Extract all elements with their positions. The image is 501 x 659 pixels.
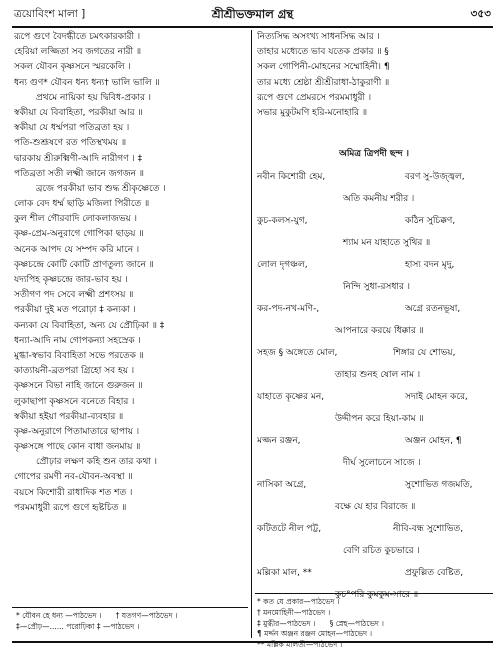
poem-line: নাসিকা অগ্রে, [257, 480, 307, 491]
verse-line: কন্যকা যে বিবাহিতা, অন্য যে প্রৌঢ়িকা ॥ ‡ [14, 320, 165, 331]
poem-line: কর-পদ-নখ-মণি-, [257, 304, 320, 315]
verse-line: অনেক আপদ যে সম্পদ করি মানে । [14, 244, 140, 255]
verse-line: রূপে গুণে বৈদগ্ধীতে চমৎকারকারী । [14, 32, 141, 42]
verse-line: ধন্য গুণ* যৌবন ধন্য ধন্য† ভালি ভালি ॥ [14, 77, 160, 88]
page-number: ৩৫৩ [470, 8, 491, 20]
footnote: † মনমোহিনী—পাঠভেদ । [257, 607, 331, 617]
verse-line: কৃষ্ণসঙ্গে পাছে কোন বাধা জনমায় ॥ [14, 442, 141, 453]
verse-line: হেরিয়া লজ্জিতা সব জগতের নারী ॥ [14, 47, 142, 58]
verse-line: বয়সে কিশোরী রাধাদিক শত শত । [14, 487, 133, 498]
verse-line: দ্বারকায় শ্রীরুক্মিণী-আদি নারীগণ । ‡ [14, 153, 143, 164]
verse-line: পরমমাধুরী রূপে গুণে হৃষ্টচিত ॥ [14, 502, 127, 513]
poem-line: বক্ষে যে হার বিরাজে ॥ [335, 502, 416, 513]
verse-line: নিত্যসিদ্ধ অসংখ্য সাধনসিদ্ধ আর । [257, 32, 380, 42]
verse-line: লুকাছাপা কৃষ্ণসনে বনেতে বিহার । [14, 396, 135, 407]
footnote-rule-right [255, 593, 493, 594]
poem-line: সহজ § অঙ্গেতে মোল, [257, 348, 338, 359]
verse-line: স্বকীয়া যে বিবাহিতা, পরকীয়া আর ॥ [14, 107, 143, 118]
chapter-label: ত্রয়োবিংশ মালা ] [14, 8, 86, 20]
verse-line: পতিব্রতা সতী লক্ষ্মী জানে জগজন ॥ [14, 168, 144, 179]
verse-line: কৃষ্ণ-প্রেম-অনুরাগে গোপিকা ছাড়য় ॥ [14, 229, 144, 240]
poem-line: কুচ-কলস-যুগ, [257, 216, 308, 227]
verse-line: সভার মুকুটমণি হরি-মনোহারি ॥ [257, 107, 368, 118]
poem-line: বরণ সু-উজ্জ্বল, [405, 172, 465, 183]
footnote: ** মল্লিক মালতী—পাঠভেদ । [257, 640, 343, 650]
poem-line: নীবি-বন্ধ সুশোভিত, [393, 524, 464, 535]
poem-line: তাহার শুনহ ষোল নাম । [335, 370, 421, 381]
poem-line: কঠিন সুচিক্কণ, [405, 216, 456, 227]
verse-line: স্বকীয়া যে ধর্ম্মপরা পতিব্রতা হয় । [14, 123, 130, 134]
verse-line: গোপের রমণী নব-যৌবন-অবস্থা ॥ [14, 472, 133, 483]
verse-line: কুল শীল গৌরবাদি লোকলাজভয় । [14, 214, 137, 225]
poem-line: অগ্রে রতনভূষা, [405, 304, 461, 315]
verse-line: পতি-শুশ্রূষণে রত পতিস্থখময় ॥ [14, 138, 127, 149]
verse-line: ধন্যা-আদি নাম গোপকন্যা সহস্রেক । [14, 335, 141, 346]
poem-line: দীর্ঘ সুলোচনে সাজে । [343, 458, 421, 469]
poem-title: অমিত্র ত্রিপদী ছন্দ । [339, 149, 409, 160]
verse-line: কৃষ্ণসনে বিভা নাহি জানে গুরুজন ॥ [14, 381, 143, 392]
verse-line: কৃষ্ণচন্দ্রে কোটি কোটি প্রাণতুল্য জানে ॥ [14, 259, 154, 270]
poem-line: মজ্জন রঞ্জন, [257, 436, 301, 447]
poem-block [257, 166, 491, 606]
poem-line: হাস্য বদন মৃদু, [405, 260, 455, 271]
poem-line: প্রফুল্লিত বেষ্টিত, [405, 568, 464, 579]
header-rule [12, 26, 493, 28]
page-bottom-rule [12, 641, 493, 643]
footnote: † যতগণ—পাঠভেদ । [115, 611, 178, 620]
book-title: শ্রীশ্রীভক্তমাল গ্রন্থ [211, 7, 294, 21]
poem-line: উদ্দীপন করে হিয়া-কাম ॥ [335, 414, 424, 425]
poem-line: নিন্দি সুধা-রসধার । [343, 282, 411, 293]
verse-line: পরকীয়া দুই মত পরোঢ়া ‡ কন্যকা । [14, 305, 136, 316]
poem-line: অতি কমনীয় শরীর । [343, 194, 415, 205]
poem-line: আপনারে করয়ে ধিক্কার ॥ [335, 326, 424, 337]
left-column [14, 30, 246, 516]
poem-line: নবীন কিশোরী হেম, [257, 172, 326, 183]
poem-line: সুশোভিত গজমতি, [405, 480, 473, 491]
right-column [257, 30, 491, 606]
verse-line: প্রৌঢ়ার লক্ষণ কহি শুন তার কথা । [36, 457, 157, 468]
poem-line: লোল দৃগঞ্চল, [257, 260, 308, 271]
verse-line: তাহার মধ্যেতে ভাব যতেক প্রকার ॥ § [257, 47, 389, 58]
verse-line: যদ্যপিহ কৃষ্ণচন্দ্রে জার-ভাব হয় । [14, 275, 128, 285]
verse-line: স্বকীয়া হইয়া পরকীয়া-ব্যবহার ॥ [14, 411, 124, 422]
verse-line: রূপে গুণে প্রেমরসে পরমমাধুরী । [257, 92, 372, 103]
footnote-rule-left [12, 607, 248, 608]
verse-line: মুগ্ধা-স্বভাব বিবাহিতা সভে পরতেক ॥ [14, 350, 144, 361]
page-header [14, 4, 491, 24]
poem-line: কটিতটে নীল পট্ট, [257, 524, 322, 535]
verse-line: কৃষ্ণ-অনুরাগে পিতামাতারে ছাপায় । [14, 426, 140, 437]
poem-line: বেণি রচিত কুচভারে । [343, 546, 420, 557]
footnote: ‡ মুগ্ধীর—পাঠভেদ । [257, 618, 316, 628]
verse-line: সকল যৌবন কৃষ্ণসনে স্মরকেলি । [14, 62, 131, 73]
verse-line: তার মধ্যে শ্রেষ্ঠা শ্রীশ্রীরাধা-ঠাকুরাণী ॥ [257, 77, 390, 88]
footnote: * যৌবন হে ধন্য —পাঠভেদ । [16, 611, 102, 620]
verse-line: কাত্যায়নী-ব্রতপরা গ্রিহো সব হয় । [14, 366, 135, 377]
poem-line: অঞ্জন মোহন, ¶ [405, 436, 462, 447]
poem-line: শিঙ্গার যে শোভয়, [393, 348, 456, 359]
column-divider [251, 30, 252, 638]
poem-line: শ্যাম মন যাহাতে সুথির ॥ [343, 238, 431, 249]
verse-line: প্রথমে নায়িকা হয় দ্বিবিধ-প্রকার । [36, 92, 151, 103]
verse-line: সতীগণ পদ সেবে লক্ষ্মী প্রশংসয় ॥ [14, 290, 134, 301]
footnote: ¶ মর্দ্দন অঞ্জন রঞ্জন মোহন—পাঠভেদ । [257, 629, 373, 639]
poem-line: সদাই মোহন করে, [405, 392, 468, 403]
poem-line: যাহাতে কৃষ্ণের মন, [257, 392, 325, 403]
verse-line: ব্রজে পরকীয়া ভাব শুদ্ধ শ্রীকৃষ্ণেতে । [36, 183, 166, 194]
poem-line: মল্লিকা মাল, ** [257, 568, 312, 579]
verse-line: সকল গোপিনী-মোহনের সম্মোহিনী। ¶ [257, 62, 390, 73]
footnote: * কত যে প্রকার—পাঠভেদ । [257, 597, 340, 606]
poem-line: কুচ°পরি কুমকুম-সারে ॥ [335, 590, 419, 601]
footnotes-left [16, 611, 246, 633]
verse-line: লোক বেদ ধর্ম্ম ছাড়ি মজিলা পিরীতে ॥ [14, 199, 150, 210]
footnote: § স্নেহ—পাঠভেদ । [329, 618, 384, 628]
footnote: ‡—প্রৌঢ়—...... পরোঢ়িকা ‡ —পাঠভেদ । [16, 621, 140, 631]
